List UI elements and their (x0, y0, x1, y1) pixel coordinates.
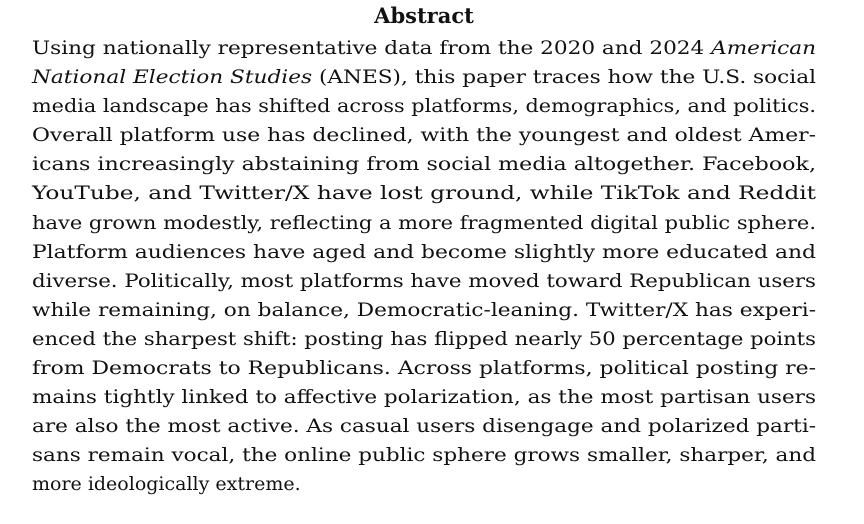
text-segment: YouTube, and Twitter/X have lost ground, while TikTok and Reddit (32, 182, 816, 205)
abstract-line-text (32, 325, 816, 354)
abstract-line (32, 209, 816, 238)
abstract-line-text (32, 179, 816, 208)
text-segment: more ideologically extreme. (32, 473, 301, 496)
italic-text: American (711, 37, 816, 59)
abstract-line (32, 470, 816, 499)
text-segment: from Democrats to Republicans. Across platforms, political posting re- (32, 357, 816, 380)
abstract-line-text (32, 267, 816, 296)
text-segment: sans remain vocal, the online public sphere grows smaller, sharper, and (32, 444, 816, 467)
text-segment: mains tightly linked to affective polarization, as the most partisan users (32, 386, 816, 409)
text-segment: have grown modestly, reflecting a more fragmented digital public sphere. (32, 211, 816, 234)
text-segment: Platform audiences have aged and become slightly more educated and (32, 240, 817, 263)
abstract-line-text (32, 63, 816, 92)
text-segment: (ANES), this paper traces how the U.S. social (312, 66, 817, 89)
abstract-line-text (32, 121, 816, 150)
abstract-line-text (32, 238, 816, 267)
abstract-line-text (32, 34, 816, 63)
abstract-heading: Abstract (374, 3, 474, 28)
abstract-line (32, 34, 816, 63)
text-segment: while remaining, on balance, Democratic-leaning. Twitter/X has experi- (32, 298, 816, 321)
abstract-line (32, 92, 816, 121)
abstract-line-text (32, 354, 816, 383)
abstract-line-text (32, 209, 816, 238)
abstract-line (32, 383, 816, 412)
abstract-line-text (32, 441, 816, 470)
abstract-line-text (32, 150, 816, 179)
text-segment: diverse. Politically, most platforms have moved toward Republican users (32, 269, 817, 292)
abstract-line (32, 267, 816, 296)
text-segment: media landscape has shifted across platforms, demographics, and politics. (32, 95, 816, 118)
abstract-line (32, 179, 816, 208)
abstract-line (32, 441, 816, 470)
abstract-line (32, 296, 816, 325)
abstract-line (32, 354, 816, 383)
abstract-line-text (32, 296, 816, 325)
abstract-line-text (32, 92, 816, 121)
abstract-line (32, 121, 816, 150)
abstract-line-text (32, 412, 816, 441)
text-segment: enced the sharpest shift: posting has flipped nearly 50 percentage points (32, 327, 816, 350)
text-segment: Using nationally representative data from the 2020 and 2024 (32, 37, 712, 59)
abstract-line (32, 325, 816, 354)
text-segment: Overall platform use has declined, with the youngest and oldest Amer- (32, 124, 816, 147)
abstract-line (32, 63, 816, 92)
text-segment: are also the most active. As casual users disengage and polarized parti- (32, 415, 816, 438)
abstract-line-text (32, 383, 816, 412)
abstract-line-text (32, 470, 301, 499)
abstract-body (32, 34, 816, 500)
abstract-section (32, 0, 816, 500)
abstract-line (32, 238, 816, 267)
text-segment: icans increasingly abstaining from social media altogether. Facebook, (32, 153, 816, 176)
abstract-line (32, 150, 816, 179)
italic-text: National Election Studies (32, 66, 313, 89)
abstract-line (32, 412, 816, 441)
